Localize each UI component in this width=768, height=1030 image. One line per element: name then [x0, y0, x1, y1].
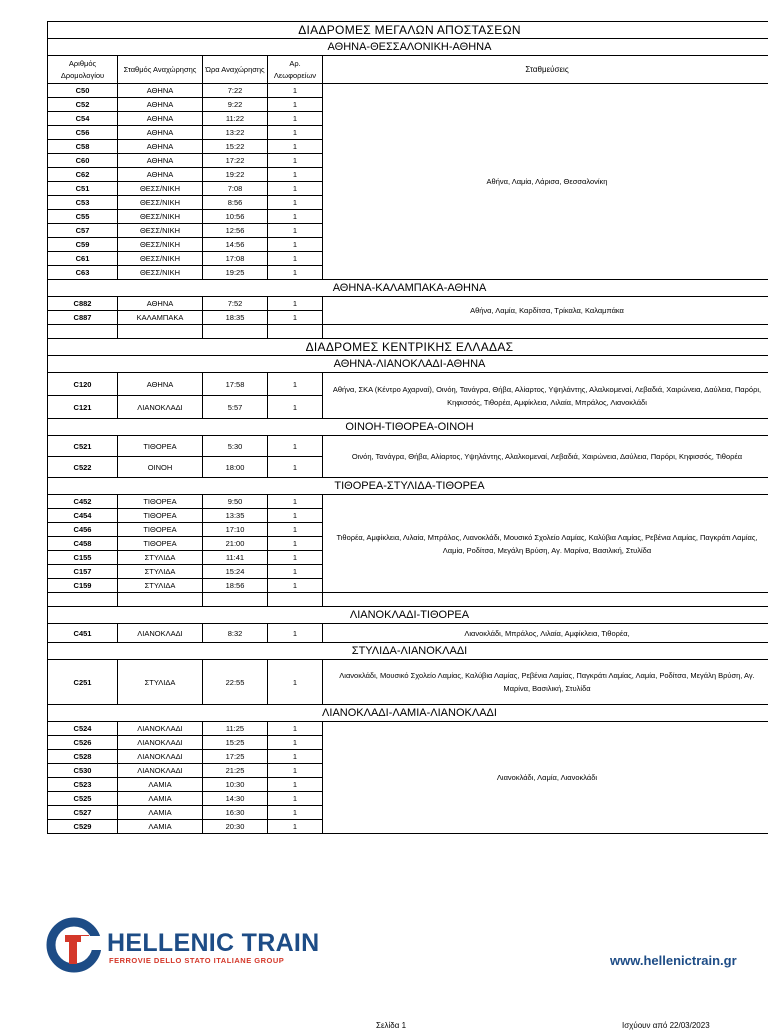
route-number-cell: C526	[48, 736, 118, 750]
bus-count-cell: 1	[268, 457, 323, 478]
bus-count-cell: 1	[268, 238, 323, 252]
route-number-cell: C62	[48, 168, 118, 182]
route-number-cell: C155	[48, 551, 118, 565]
departure-time-cell: 15:25	[203, 736, 268, 750]
bus-count-cell: 1	[268, 778, 323, 792]
route-number-cell: C56	[48, 126, 118, 140]
departure-time-cell: 18:35	[203, 311, 268, 325]
route-number-cell: C121	[48, 396, 118, 419]
bus-count-cell: 1	[268, 112, 323, 126]
bus-count-cell: 1	[268, 509, 323, 523]
departure-station-cell: ΛΙΑΝΟΚΛΑΔΙ	[118, 764, 203, 778]
departure-time-cell: 5:30	[203, 436, 268, 457]
departure-time-cell: 7:52	[203, 297, 268, 311]
bus-count-cell: 1	[268, 196, 323, 210]
departure-station-cell: ΛΑΜΙΑ	[118, 820, 203, 834]
departure-station-cell: ΛΙΑΝΟΚΛΑΔΙ	[118, 624, 203, 643]
hellenic-train-logo-icon	[45, 916, 103, 974]
brand-subtitle: FERROVIE DELLO STATO ITALIANE GROUP	[109, 956, 284, 965]
bus-count-cell: 1	[268, 820, 323, 834]
table-row	[48, 297, 768, 311]
stops-cell: Λιανοκλάδι, Μουσικό Σχολείο Λαμίας, Καλύβια Λαμίας, Ρεβένια Λαμίας, Παγκράτι Λαμίας, Λαμία, Ροδίτσα, Μεγάλη Βρύση, Αγ. Μαρίνα, Βασιλική, Στυλίδα	[323, 660, 768, 705]
route-header-row	[48, 419, 768, 436]
departure-time-cell: 17:25	[203, 750, 268, 764]
departure-station-cell: ΑΘΗΝΑ	[118, 168, 203, 182]
bus-count-cell: 1	[268, 297, 323, 311]
departure-station-cell: ΣΤΥΛΙΔΑ	[118, 660, 203, 705]
bus-count-cell: 1	[268, 806, 323, 820]
valid-from-date: Ισχύουν από 22/03/2023	[622, 1021, 710, 1030]
route-number-cell: C522	[48, 457, 118, 478]
route-number-cell: C458	[48, 537, 118, 551]
departure-time-cell: 7:22	[203, 84, 268, 98]
route-title: ΑΘΗΝΑ-ΘΕΣΣΑΛΟΝΙΚΗ-ΑΘΗΝΑ	[48, 39, 768, 56]
route-number-cell: C529	[48, 820, 118, 834]
route-number-cell: C454	[48, 509, 118, 523]
departure-station-cell: ΘΕΣΣ/ΝΙΚΗ	[118, 266, 203, 280]
route-title: ΣΤΥΛΙΔΑ-ΛΙΑΝΟΚΛΑΔΙ	[48, 643, 768, 660]
departure-station-cell: ΛΙΑΝΟΚΛΑΔΙ	[118, 722, 203, 736]
departure-station-cell: ΑΘΗΝΑ	[118, 112, 203, 126]
stops-cell: Λιανοκλάδι, Μπράλος, Λιλαία, Αμφίκλεια, Τιθορέα,	[323, 624, 768, 643]
bus-count-cell: 1	[268, 210, 323, 224]
departure-time-cell: 16:30	[203, 806, 268, 820]
route-number-cell: C63	[48, 266, 118, 280]
departure-station-cell: ΚΑΛΑΜΠΑΚΑ	[118, 311, 203, 325]
departure-station-cell: ΑΘΗΝΑ	[118, 140, 203, 154]
departure-time-cell: 19:25	[203, 266, 268, 280]
route-number-cell: C58	[48, 140, 118, 154]
section-header-row	[48, 339, 768, 356]
bus-count-cell: 1	[268, 224, 323, 238]
departure-time-cell: 14:30	[203, 792, 268, 806]
brand-name: HELLENIC TRAIN	[107, 929, 320, 958]
departure-time-cell: 12:56	[203, 224, 268, 238]
route-header-row	[48, 478, 768, 495]
departure-time-cell: 20:30	[203, 820, 268, 834]
bus-count-cell: 1	[268, 579, 323, 593]
blank-cell	[203, 593, 268, 607]
route-title: ΛΙΑΝΟΚΛΑΔΙ-ΤΙΘΟΡΕΑ	[48, 607, 768, 624]
bus-count-cell: 1	[268, 624, 323, 643]
blank-row	[48, 593, 768, 607]
departure-station-cell: ΣΤΥΛΙΔΑ	[118, 551, 203, 565]
blank-cell	[118, 593, 203, 607]
bus-count-cell: 1	[268, 373, 323, 396]
route-number-cell: C528	[48, 750, 118, 764]
bus-count-cell: 1	[268, 311, 323, 325]
departure-station-cell: ΑΘΗΝΑ	[118, 373, 203, 396]
bus-count-cell: 1	[268, 495, 323, 509]
departure-time-cell: 13:22	[203, 126, 268, 140]
departure-station-cell: ΛΙΑΝΟΚΛΑΔΙ	[118, 396, 203, 419]
blank-row	[48, 325, 768, 339]
route-header-row	[48, 280, 768, 297]
bus-count-cell: 1	[268, 537, 323, 551]
departure-station-cell: ΑΘΗΝΑ	[118, 98, 203, 112]
departure-station-cell: ΛΑΜΙΑ	[118, 792, 203, 806]
bus-count-cell: 1	[268, 722, 323, 736]
route-number-cell: C55	[48, 210, 118, 224]
departure-time-cell: 17:22	[203, 154, 268, 168]
route-title: ΑΘΗΝΑ-ΛΙΑΝΟΚΛΑΔΙ-ΑΘΗΝΑ	[48, 356, 768, 373]
departure-station-cell: ΤΙΘΟΡΕΑ	[118, 436, 203, 457]
bus-count-cell: 1	[268, 551, 323, 565]
departure-time-cell: 17:58	[203, 373, 268, 396]
page-number: Σελίδα 1	[376, 1021, 406, 1030]
table-row	[48, 660, 768, 705]
departure-time-cell: 11:22	[203, 112, 268, 126]
bus-count-cell: 1	[268, 98, 323, 112]
column-header-row	[48, 56, 768, 84]
route-header-row	[48, 356, 768, 373]
departure-station-cell: ΛΙΑΝΟΚΛΑΔΙ	[118, 736, 203, 750]
departure-station-cell: ΤΙΘΟΡΕΑ	[118, 495, 203, 509]
column-header-route-no: Αριθμός Δρομολογίου	[48, 56, 118, 84]
stops-cell: Αθήνα, Λαμία, Καρδίτσα, Τρίκαλα, Καλαμπάκα	[323, 297, 768, 325]
departure-time-cell: 10:56	[203, 210, 268, 224]
blank-cell	[268, 325, 323, 339]
route-number-cell: C521	[48, 436, 118, 457]
departure-time-cell: 17:08	[203, 252, 268, 266]
route-title: ΟΙΝΟΗ-ΤΙΘΟΡΕΑ-ΟΙΝΟΗ	[48, 419, 768, 436]
route-header-row	[48, 643, 768, 660]
route-number-cell: C524	[48, 722, 118, 736]
route-header-row	[48, 39, 768, 56]
route-header-row	[48, 607, 768, 624]
departure-time-cell: 15:22	[203, 140, 268, 154]
departure-station-cell: ΑΘΗΝΑ	[118, 154, 203, 168]
route-title: ΛΙΑΝΟΚΛΑΔΙ-ΛΑΜΙΑ-ΛΙΑΝΟΚΛΑΔΙ	[48, 705, 768, 722]
departure-station-cell: ΑΘΗΝΑ	[118, 84, 203, 98]
route-title: ΑΘΗΝΑ-ΚΑΛΑΜΠΑΚΑ-ΑΘΗΝΑ	[48, 280, 768, 297]
section-header-row	[48, 22, 768, 39]
bus-count-cell: 1	[268, 140, 323, 154]
route-number-cell: C530	[48, 764, 118, 778]
table-row	[48, 373, 768, 396]
blank-cell	[48, 593, 118, 607]
departure-time-cell: 8:56	[203, 196, 268, 210]
website-link[interactable]: www.hellenictrain.gr	[610, 953, 737, 968]
departure-station-cell: ΘΕΣΣ/ΝΙΚΗ	[118, 238, 203, 252]
departure-time-cell: 5:57	[203, 396, 268, 419]
stops-cell: Οινόη, Τανάγρα, Θήβα, Αλίαρτος, Υψηλάντης, Αλαλκομεναί, Λεβαδιά, Χαιρώνεια, Δαύλεια, Παρόρι, Κηφισσός, Τιθορέα	[323, 436, 768, 478]
departure-station-cell: ΟΙΝΟΗ	[118, 457, 203, 478]
route-number-cell: C452	[48, 495, 118, 509]
bus-count-cell: 1	[268, 168, 323, 182]
departure-time-cell: 9:22	[203, 98, 268, 112]
route-number-cell: C61	[48, 252, 118, 266]
route-number-cell: C60	[48, 154, 118, 168]
departure-station-cell: ΤΙΘΟΡΕΑ	[118, 537, 203, 551]
route-number-cell: C157	[48, 565, 118, 579]
section-title: ΔΙΑΔΡΟΜΕΣ ΚΕΝΤΡΙΚΗΣ ΕΛΛΑΔΑΣ	[48, 339, 768, 356]
stops-cell: Αθήνα, Λαμία, Λάρισα, Θεσσαλονίκη	[323, 84, 768, 280]
departure-time-cell: 18:00	[203, 457, 268, 478]
departure-station-cell: ΤΙΘΟΡΕΑ	[118, 523, 203, 537]
departure-time-cell: 13:35	[203, 509, 268, 523]
bus-count-cell: 1	[268, 182, 323, 196]
schedule-table	[47, 21, 768, 834]
blank-cell	[323, 325, 768, 339]
column-header-departure-time: Ώρα Αναχώρησης	[203, 56, 268, 84]
bus-count-cell: 1	[268, 750, 323, 764]
departure-station-cell: ΣΤΥΛΙΔΑ	[118, 579, 203, 593]
stops-cell: Τιθορέα, Αμφίκλεια, Λιλαία, Μπράλος, Λιανοκλάδι, Μουσικό Σχολείο Λαμίας, Καλύβια Λαμίας, Ρεβένια Λαμίας, Παγκράτι Λαμίας, Λαμία, Ροδίτσα, Μεγάλη Βρύση, Αγ. Μαρίνα, Βασιλική, Στυλίδα	[323, 495, 768, 593]
departure-station-cell: ΘΕΣΣ/ΝΙΚΗ	[118, 224, 203, 238]
table-row	[48, 624, 768, 643]
bus-count-cell: 1	[268, 764, 323, 778]
departure-time-cell: 10:30	[203, 778, 268, 792]
stops-cell: Αθήνα, ΣΚΑ (Κέντρο Αχαρναί), Οινόη, Τανάγρα, Θήβα, Αλίαρτος, Υψηλάντης, Αλαλκομεναί, Λεβαδιά, Χαιρώνεια, Δαύλεια, Παρόρι, Κηφισσός, Τιθορέα, Αμφίκλεια, Λιλαία, Μπράλος, Λιανοκλάδι	[323, 373, 768, 419]
departure-time-cell: 14:56	[203, 238, 268, 252]
departure-station-cell: ΛΑΜΙΑ	[118, 778, 203, 792]
route-number-cell: C120	[48, 373, 118, 396]
departure-time-cell: 22:55	[203, 660, 268, 705]
departure-station-cell: ΤΙΘΟΡΕΑ	[118, 509, 203, 523]
bus-count-cell: 1	[268, 126, 323, 140]
route-header-row	[48, 705, 768, 722]
route-number-cell: C53	[48, 196, 118, 210]
table-row	[48, 495, 768, 509]
departure-station-cell: ΘΕΣΣ/ΝΙΚΗ	[118, 210, 203, 224]
blank-cell	[268, 593, 323, 607]
route-number-cell: C159	[48, 579, 118, 593]
blank-cell	[48, 325, 118, 339]
bus-count-cell: 1	[268, 792, 323, 806]
route-number-cell: C527	[48, 806, 118, 820]
bus-count-cell: 1	[268, 154, 323, 168]
route-number-cell: C51	[48, 182, 118, 196]
departure-time-cell: 11:25	[203, 722, 268, 736]
bus-count-cell: 1	[268, 660, 323, 705]
departure-station-cell: ΑΘΗΝΑ	[118, 126, 203, 140]
bus-count-cell: 1	[268, 252, 323, 266]
bus-count-cell: 1	[268, 736, 323, 750]
table-row	[48, 436, 768, 457]
column-header-buses: Αρ. Λεωφορείων	[268, 56, 323, 84]
blank-cell	[203, 325, 268, 339]
departure-station-cell: ΘΕΣΣ/ΝΙΚΗ	[118, 182, 203, 196]
departure-time-cell: 21:00	[203, 537, 268, 551]
route-number-cell: C523	[48, 778, 118, 792]
bus-count-cell: 1	[268, 565, 323, 579]
route-number-cell: C451	[48, 624, 118, 643]
route-number-cell: C882	[48, 297, 118, 311]
bus-count-cell: 1	[268, 396, 323, 419]
route-title: ΤΙΘΟΡΕΑ-ΣΤΥΛΙΔΑ-ΤΙΘΟΡΕΑ	[48, 478, 768, 495]
bus-count-cell: 1	[268, 436, 323, 457]
route-number-cell: C50	[48, 84, 118, 98]
bus-count-cell: 1	[268, 523, 323, 537]
blank-cell	[323, 593, 768, 607]
route-number-cell: C887	[48, 311, 118, 325]
bus-count-cell: 1	[268, 84, 323, 98]
table-row	[48, 722, 768, 736]
route-number-cell: C251	[48, 660, 118, 705]
departure-time-cell: 18:56	[203, 579, 268, 593]
blank-cell	[118, 325, 203, 339]
route-number-cell: C54	[48, 112, 118, 126]
route-number-cell: C525	[48, 792, 118, 806]
departure-time-cell: 7:08	[203, 182, 268, 196]
departure-time-cell: 15:24	[203, 565, 268, 579]
departure-time-cell: 19:22	[203, 168, 268, 182]
departure-station-cell: ΑΘΗΝΑ	[118, 297, 203, 311]
departure-station-cell: ΛΑΜΙΑ	[118, 806, 203, 820]
departure-station-cell: ΣΤΥΛΙΔΑ	[118, 565, 203, 579]
route-number-cell: C52	[48, 98, 118, 112]
bus-count-cell: 1	[268, 266, 323, 280]
departure-station-cell: ΘΕΣΣ/ΝΙΚΗ	[118, 252, 203, 266]
route-number-cell: C456	[48, 523, 118, 537]
departure-time-cell: 11:41	[203, 551, 268, 565]
departure-time-cell: 21:25	[203, 764, 268, 778]
departure-station-cell: ΛΙΑΝΟΚΛΑΔΙ	[118, 750, 203, 764]
route-number-cell: C59	[48, 238, 118, 252]
table-row	[48, 84, 768, 98]
departure-time-cell: 8:32	[203, 624, 268, 643]
departure-station-cell: ΘΕΣΣ/ΝΙΚΗ	[118, 196, 203, 210]
column-header-stops: Σταθμεύσεις	[323, 56, 768, 84]
column-header-departure-station: Σταθμός Αναχώρησης	[118, 56, 203, 84]
departure-time-cell: 17:10	[203, 523, 268, 537]
section-title: ΔΙΑΔΡΟΜΕΣ ΜΕΓΑΛΩΝ ΑΠΟΣΤΑΣΕΩΝ	[48, 22, 768, 39]
route-number-cell: C57	[48, 224, 118, 238]
stops-cell: Λιανοκλάδι, Λαμία, Λιανοκλάδι	[323, 722, 768, 834]
departure-time-cell: 9:50	[203, 495, 268, 509]
